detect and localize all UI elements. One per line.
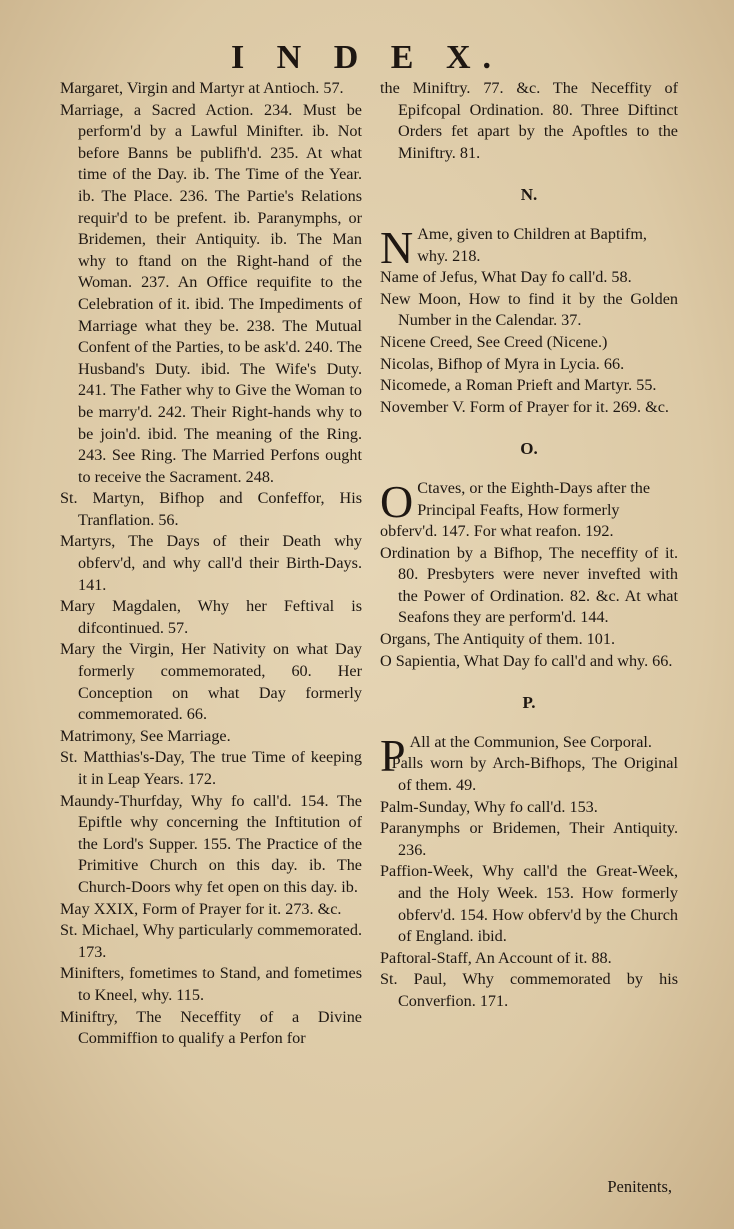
index-entry: Minifters, fometimes to Stand, and fometimes to Kneel, why. 115.	[60, 964, 362, 1004]
section-heading-p: P.	[522, 693, 536, 713]
index-entry: Mary Magdalen, Why her Feftival is difcontinued. 57.	[60, 597, 362, 637]
index-entry: Organs, The Antiquity of them. 101.	[380, 630, 616, 649]
entry-text: Ame, given to Children at Baptifm, why. 218.	[417, 224, 647, 265]
entry-text: Ctaves, or the Eighth-Days after the Principal Feafts, How formerly obferv'd. 147. For what reafon. 192.	[380, 478, 651, 541]
index-entry: St. Paul, Why commemorated by his Converfion. 171.	[380, 970, 678, 1010]
left-column	[60, 78, 362, 1050]
index-entry: Paftoral-Staff, An Account of it. 88.	[380, 948, 612, 967]
catchword: Penitents,	[607, 1177, 672, 1196]
index-entry: Palm-Sunday, Why fo call'd. 153.	[380, 797, 598, 816]
index-entry: Name of Jefus, What Day fo call'd. 58.	[380, 268, 632, 287]
drop-cap: P	[380, 729, 406, 781]
index-entry: Margaret, Virgin and Martyr at Antioch. 57.	[60, 79, 344, 97]
index-entry: November V. Form of Prayer for it. 269. &c.	[380, 397, 669, 416]
index-entry: Ordination by a Bifhop, The neceffity of it. 80. Presbyters were never invefted with the Power of Ordination. 82. &c. At what Seafons they are perform'd. 144.	[380, 543, 678, 627]
index-entry: Martyrs, The Days of their Death why obferv'd, and why call'd their Birth-Days. 141.	[60, 532, 362, 594]
drop-cap: N	[380, 221, 414, 273]
index-entry: Mary the Virgin, Her Nativity on what Day formerly commemorated, 60. Her Conception on what Day formerly commemorated. 66.	[60, 640, 362, 724]
index-entry: New Moon, How to find it by the Golden Number in the Calendar. 37.	[380, 289, 678, 330]
index-entry: St. Michael, Why particularly commemorated. 173.	[60, 921, 362, 961]
index-entry: Paranymphs or Bridemen, Their Antiquity. 236.	[380, 819, 678, 859]
index-entry: Palls worn by Arch-Bifhops, The Original of them. 49.	[391, 754, 678, 795]
index-entry-continued: the Miniftry. 77. &c. The Neceffity of Epifcopal Ordination. 80. Three Diftinct Orders fet apart by the Apoftles to the Miniftry. 81.	[380, 79, 678, 162]
index-entry	[380, 221, 678, 273]
index-entry: Maundy-Thurfday, Why fo call'd. 154. The Epiftle why concerning the Inftitution of the Lord's Supper. 155. The Practice of the Primitive Church on this day. ib. The Church-Doors why fet open on this day. ib.	[60, 791, 362, 896]
index-entry: St. Matthias's-Day, The true Time of keeping it in Leap Years. 172.	[60, 748, 362, 788]
index-entry: Matrimony, See Marriage.	[60, 726, 231, 745]
right-column	[380, 78, 678, 1013]
index-entry: May XXIX, Form of Prayer for it. 273. &c.	[60, 899, 342, 918]
index-entry: Miniftry, The Neceffity of a Divine Commiffion to qualify a Perfon for	[60, 1007, 362, 1048]
index-entry: Paffion-Week, Why call'd the Great-Week, and the Holy Week. 153. How formerly obferv'd. 154. How obferv'd by the Church of England. ibid.	[380, 862, 678, 946]
index-entry: O Sapientia, What Day fo call'd and why. 66.	[380, 651, 673, 670]
index-entry: St. Martyn, Bifhop and Confeffor, His Tranflation. 56.	[60, 489, 362, 529]
index-entry: Marriage, a Sacred Action. 234. Must be perform'd by a Lawful Minifter. ib. Not before Banns be publifh'd. 235. At what time of the Day. ib. The Time of the Year. ib. The Place. 236. The Partie's Relations requir'd to be prefent. ib. Paranymphs, or Bridemen, their Antiquity. ib. The Man why to ftand on the Right-hand of the Woman. 237. An Office requifite to the Celebration of it. ibid. The Impediments of Marriage what they be. 238. The Mutual Confent of the Parties, to be ask'd. 240. The Husband's Duty. ibid. The Wife's Duty. 241. The Father why to Give the Woman to be marry'd. 242. Their Right-hands why to be join'd. ibid. The meaning of the Ring. 243. See Ring. The Married Perfons ought to receive the Sacrament. 248.	[60, 100, 362, 486]
entry-text: All at the Communion, See Corporal.	[409, 732, 652, 751]
index-entry	[380, 475, 678, 543]
index-entry: Nicene Creed, See Creed (Nicene.)	[380, 332, 608, 351]
index-entry: Nicomede, a Roman Prieft and Martyr. 55.	[380, 376, 657, 395]
index-entry: Nicolas, Bifhop of Myra in Lycia. 66.	[380, 354, 625, 373]
drop-cap: O	[380, 475, 414, 527]
section-heading-n: N.	[520, 185, 538, 205]
section-heading-o: O.	[520, 439, 538, 459]
page-title: I N D E X.	[230, 39, 504, 76]
